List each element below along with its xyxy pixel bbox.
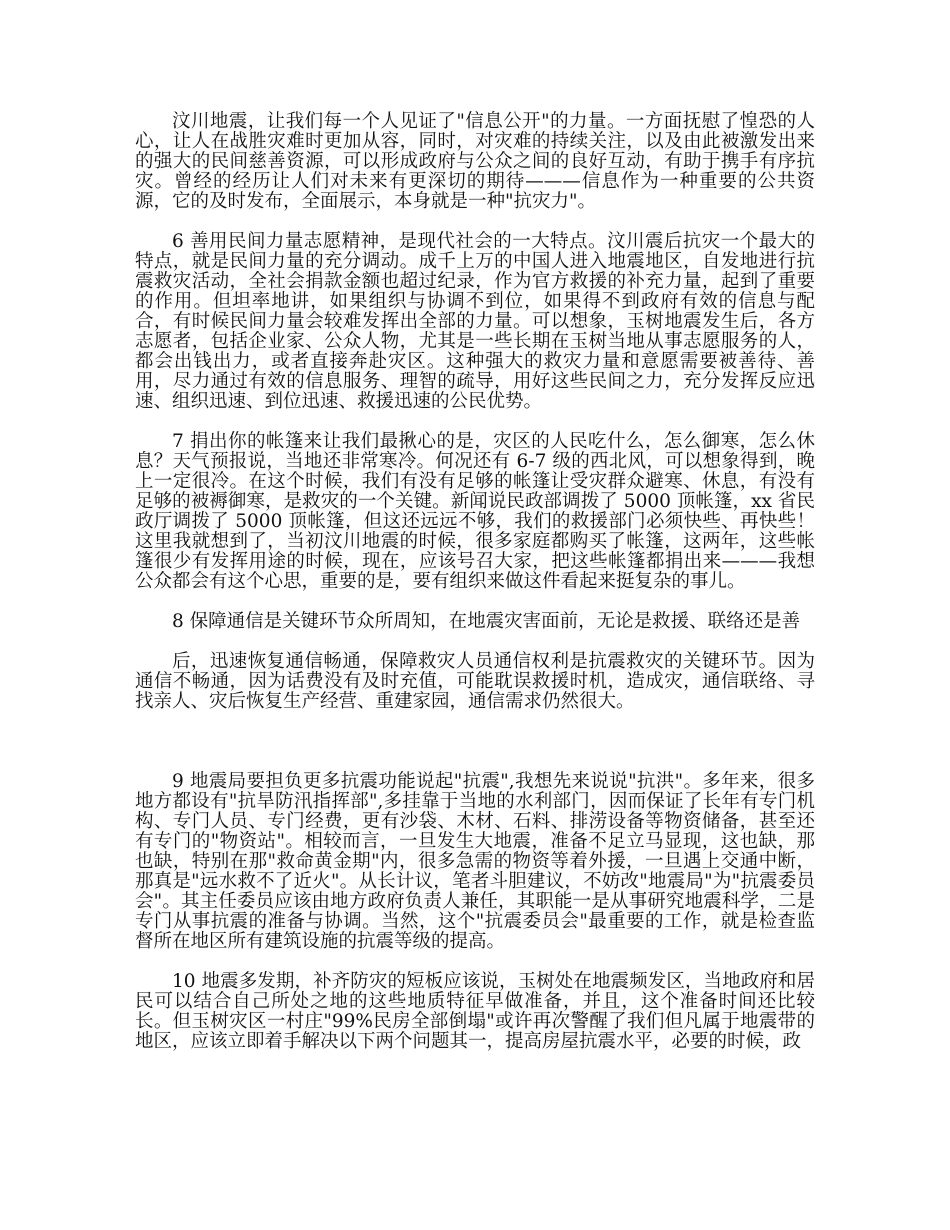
paragraph-gap xyxy=(135,632,815,652)
paragraph-gap-large xyxy=(135,712,815,772)
paragraph-info-disclosure: 汶川地震，让我们每一个人见证了"信息公开"的力量。一方面抚慰了惶恐的人心，让人在战胜灾难时更加从容，同时，对灾难的持续关注，以及由此被激发出来的强大的民间慈善资源，可以形成政府与公众之间的良好互动，有助于携手有序抗灾。曾经的经历让人们对未来有更深切的期待———信息作为一种重要的公共资源，它的及时发布，全面展示，本身就是一种"抗灾力"。 xyxy=(135,111,815,212)
paragraph-gap xyxy=(135,412,815,432)
paragraph-gap xyxy=(135,592,815,612)
paragraph-gap xyxy=(135,952,815,972)
paragraph-section-7: 7 捐出你的帐篷来让我们最揪心的是，灾区的人民吃什么，怎么御寒，怎么休息？天气预报说，当地还非常寒冷。何况还有 6-7 级的西北风，可以想象得到，晚上一定很冷。在这个时候，我们有没有足够的帐篷让受灾群众避寒、休息，有没有足够的被褥御寒，是救灾的一个关键。新闻说民政部调拨了 5000 顶帐篷，xx 省民政厅调拨了 5000 顶帐篷，但这还远远不够，我们的救援部门必须快些、再快些！这里我就想到了，当初汶川地震的时候，很多家庭都购买了帐篷，这两年，这些帐篷很少有发挥用途的时候，现在，应该号召大家，把这些帐篷都捐出来———我想公众都会有这个心思，重要的是，要有组织来做这件看起来挺复杂的事儿。 xyxy=(135,431,815,592)
document-body xyxy=(135,112,815,1052)
paragraph-gap xyxy=(135,212,815,232)
paragraph-section-10: 10 地震多发期，补齐防灾的短板应该说，玉树处在地震频发区，当地政府和居民可以结合自己所处之地的这些地质特征早做准备，并且，这个准备时间还比较长。但玉树灾区一村庄"99%民房全部倒塌"或许再次警醒了我们但凡属于地震带的地区，应该立即着手解决以下两个问题其一，提高房屋抗震水平，必要的时候，政 xyxy=(135,971,815,1052)
paragraph-section-9: 9 地震局要担负更多抗震功能说起"抗震",我想先来说说"抗洪"。多年来，很多地方都设有"抗旱防汛指挥部",多挂靠于当地的水利部门，因而保证了长年有专门机构、专门人员、专门经费，更有沙袋、木材、石料、排涝设备等物资储备，甚至还有专门的"物资站"。相较而言，一旦发生大地震，准备不足立马显现，这也缺，那也缺，特别在那"救命黄金期"内，很多急需的物资等着外援，一旦遇上交通中断，那真是"远水救不了近火"。从长计议，笔者斗胆建议，不妨改"地震局"为"抗震委员会"。其主任委员应该由地方政府负责人兼任，其职能一是从事研究地震科学，二是专门从事抗震的准备与协调。当然，这个"抗震委员会"最重要的工作，就是检查监督所在地区所有建筑设施的抗震等级的提高。 xyxy=(135,771,815,952)
paragraph-section-8-start: 8 保障通信是关键环节众所周知，在地震灾害面前，无论是救援、联络还是善 xyxy=(172,611,801,632)
paragraph-section-8-end: 后，迅速恢复通信畅通，保障救灾人员通信权利是抗震救灾的关键环节。因为通信不畅通，因为话费没有及时充值，可能耽误救援时机，造成灾，通信联络、寻找亲人、灾后恢复生产经营、重建家园，通信需求仍然很大。 xyxy=(135,651,815,712)
paragraph-section-6: 6 善用民间力量志愿精神，是现代社会的一大特点。汶川震后抗灾一个最大的特点，就是民间力量的充分调动。成千上万的中国人进入地震地区，自发地进行抗震救灾活动，全社会捐款金额也超过纪录，作为官方救援的补充力量，起到了重要的作用。但坦率地讲，如果组织与协调不到位，如果得不到政府有效的信息与配合，有时候民间力量会较难发挥出全部的力量。可以想象，玉树地震发生后，各方志愿者，包括企业家、公众人物，尤其是一些长期在玉树当地从事志愿服务的人，都会出钱出力，或者直接奔赴灾区。这种强大的救灾力量和意愿需要被善待、善用，尽力通过有效的信息服务、理智的疏导，用好这些民间之力，充分发挥反应迅速、组织迅速、到位迅速、救援迅速的公民优势。 xyxy=(135,231,815,412)
